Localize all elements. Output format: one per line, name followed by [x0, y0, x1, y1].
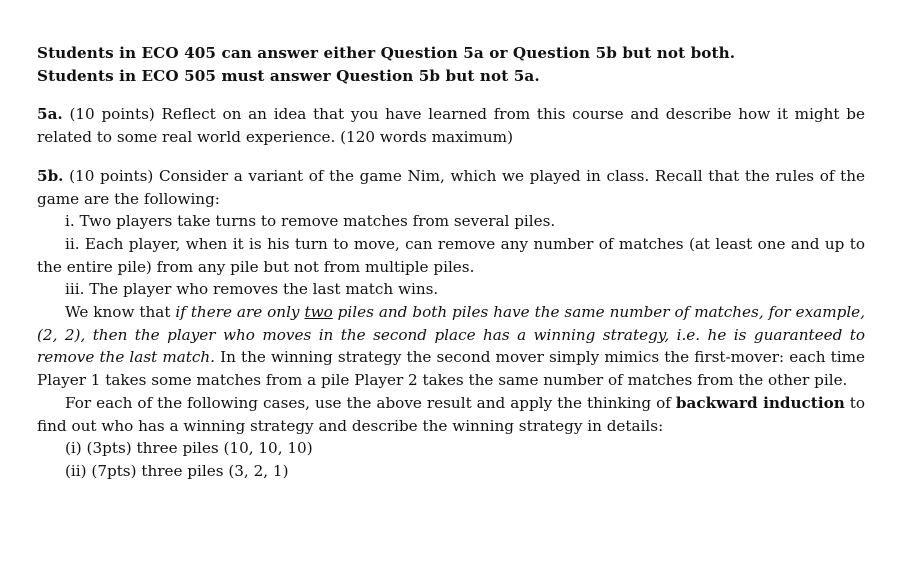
spacer [37, 149, 865, 165]
spacer [37, 87, 865, 103]
known-result-underlined: two [304, 303, 333, 322]
question-5b-intro: (10 points) Consider a variant of the game Nim, which we played in class. Recall that the rules of the game are the following: [37, 166, 865, 208]
task-post: to find out who has a winning strategy and describe the winning strategy in details: [37, 393, 866, 435]
instruction-eco405: Students in ECO 405 can answer either Question 5a or Question 5b but not both. [37, 44, 736, 62]
exam-page [37, 42, 865, 483]
question-5b [37, 165, 865, 483]
rule-3: iii. The player who removes the last match wins. [65, 280, 439, 299]
instructions-block [37, 42, 865, 87]
known-result-pre: We know that [65, 303, 176, 322]
known-result-post: In the winning strategy the second mover simply mimics the first-mover: each time Player 1 takes some matches from a pile Player 2 takes the same number of matches from the other pile. [37, 348, 865, 390]
task-pre: For each of the following cases, use the above result and apply the thinking of [65, 393, 676, 412]
question-5a-label: 5a. [37, 105, 63, 124]
instruction-eco505: Students in ECO 505 must answer Question 5b but not 5a. [37, 66, 540, 85]
known-result-italic-2: piles and both piles have the same number of matches, for example, (2, 2), then the player who moves in the second place has a winning strategy, i.e. he is guaranteed to remove the last match. [37, 303, 865, 367]
question-5a [37, 103, 865, 148]
case-2: (ii) (7pts) three piles (3, 2, 1) [65, 461, 289, 480]
rule-2: ii. Each player, when it is his turn to move, can remove any number of matches (at least one and up to the entire pile) from any pile but not from multiple piles. [37, 234, 865, 276]
question-5a-text: (10 points) Reflect on an idea that you have learned from this course and describe how it might be related to some real world experience. (120 words maximum) [37, 105, 865, 147]
question-5b-intro-paragraph [37, 165, 865, 210]
question-5b-label: 5b. [37, 166, 64, 185]
task-paragraph [37, 392, 865, 437]
known-result-paragraph [37, 301, 865, 392]
case-1: (i) (3pts) three piles (10, 10, 10) [65, 439, 313, 458]
known-result-italic-1: if there are only [175, 303, 305, 322]
rule-1: i. Two players take turns to remove matches from several piles. [65, 212, 556, 231]
task-bold: backward induction [675, 393, 845, 412]
